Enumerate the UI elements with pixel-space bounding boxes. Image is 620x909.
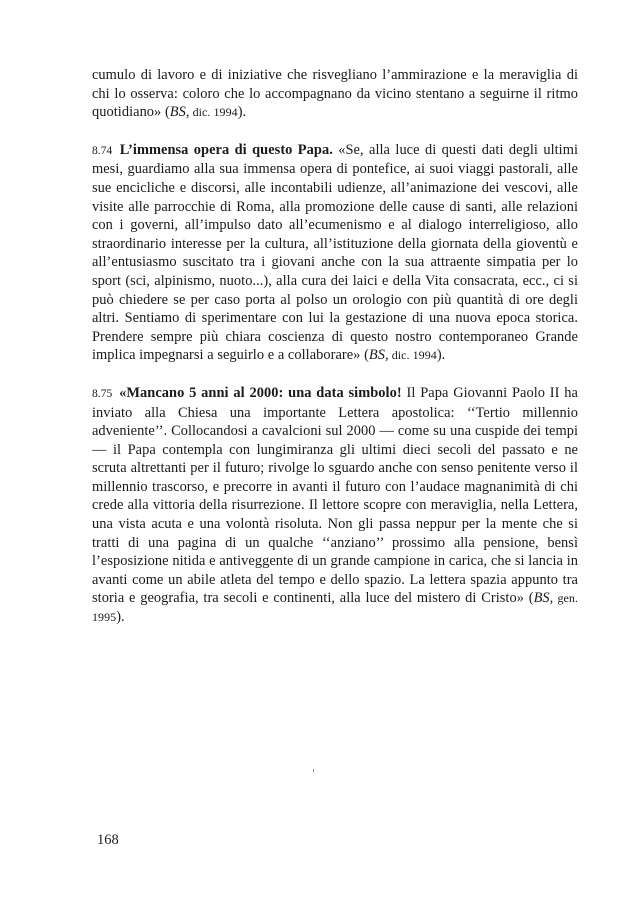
paragraph-8-75	[92, 384, 578, 627]
paragraph-text: cumulo di lavoro e di iniziative che risvegliano l’ammirazione e la meraviglia di chi lo osserva: coloro che lo accompagnano da vicino stentano a seguirne il ritmo quotidiano» (	[92, 67, 578, 121]
paragraph-number: 8.74	[92, 144, 113, 157]
citation-source: BS,	[169, 104, 190, 121]
paragraph-text: Il Papa Giovanni Paolo II ha inviato alla Chiesa una importante Lettera apostolica: ‘‘Tertio millennio adveniente’’. Collocandosi a cavalcioni sul 2000 — come su una cuspide dei tempi — il Papa contempla con lungimiranza gli ultimi dieci secoli del passato e ne scruta altrettanti per il futuro; rivolge lo sguardo anche con senso penitente verso il millennio trascorso, e precorre in avanti il futuro con l’audace magnanimità di chi crede alla vittoria della risurrezione. Il lettore scopre con meraviglia, nella Lettera, una vista acuta e una volontà risoluta. Non gli passa neppur per la mente che si tratti di una pagina di un qualche ‘‘anziano’’ prossimo alla pensione, bensì l’esposizione nitida e antiveggente di un grande campione in carica, che si lancia in avanti come un abile atleta del tempo e dello spazio. La lettera spazia appunto tra storia e geografia, tra secoli e continenti, alla luce del mistero di Cristo» (	[92, 384, 578, 607]
page-body	[92, 66, 578, 646]
citation-source: BS,	[533, 590, 554, 607]
citation-date: gen. 1995	[92, 591, 578, 625]
citation-closing: ).	[237, 104, 247, 121]
citation-date: dic. 1994	[388, 348, 437, 363]
paragraph-heading: L’immensa opera di questo Papa.	[119, 141, 333, 158]
citation-closing: ).	[436, 347, 446, 364]
citation-date: dic. 1994	[189, 105, 238, 120]
citation-source: BS,	[368, 347, 389, 364]
paragraph-heading: «Mancano 5 anni al 2000: una data simbolo!	[119, 384, 402, 401]
paragraph-8-74	[92, 141, 578, 365]
paragraph-text: «Se, alla luce di questi dati degli ultimi mesi, guardiamo alla sua immensa opera di pontefice, ai suoi viaggi pastorali, alle sue encicliche e discorsi, alle incontabili udienze, all’animazione dei vescovi, alle visite alle parrocchie di Roma, alla promozione delle cause di santi, alle relazioni con i governi, all’impulso dato all’ecumenismo e al dialogo interreligioso, allo straordinario interesse per la cultura, all’istituzione della giornata della gioventù e all’entusiasmo suscitato tra i giovani anche con la sua attraente simpatia per lo sport (sci, alpinismo, nuoto...), alla cura dei laici e della Vita consacrata, ecc., ci si può chiedere se per caso porta al polso un orologio con più quantità di ore degli altri. Sentiamo di sperimentare con lui la gestazione di una nuova epoca storica. Prendere sempre più chiara coscienza di questo nostro contemporaneo Grande implica impegnarsi a seguirlo e a collaborare» (	[92, 141, 578, 364]
citation-closing: ).	[116, 609, 125, 626]
scan-speck	[313, 769, 314, 772]
paragraph-continuation	[92, 66, 578, 122]
page-number: 168	[97, 832, 119, 848]
paragraph-number: 8.75	[92, 387, 113, 400]
